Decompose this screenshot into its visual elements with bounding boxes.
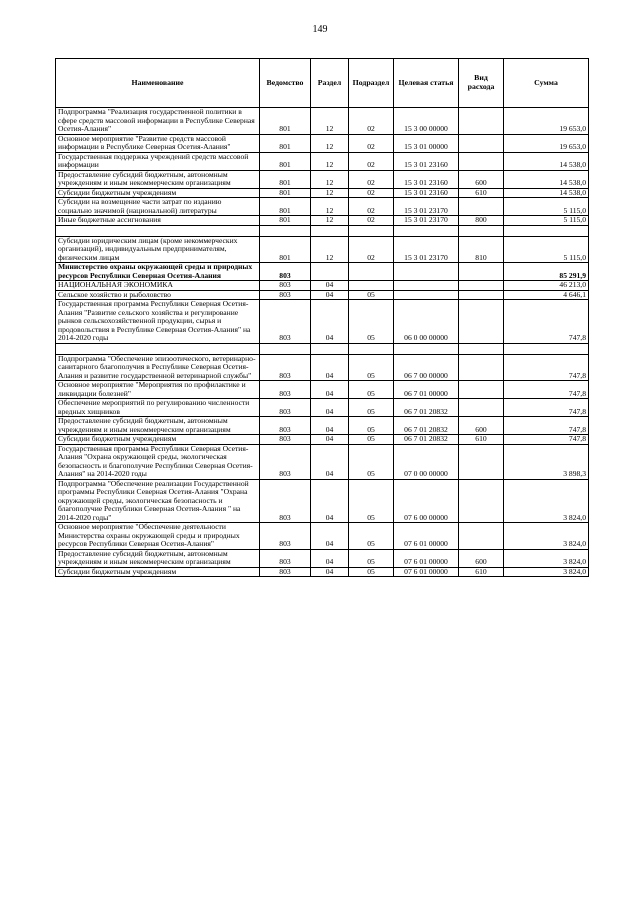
header-article: Целевая статья (394, 59, 459, 108)
cell-type (459, 354, 504, 381)
spacer-cell (394, 343, 459, 354)
cell-article: 06 0 00 00000 (394, 300, 459, 344)
cell-sum: 747,8 (504, 354, 589, 381)
cell-subsection: 02 (349, 236, 394, 263)
table-row (56, 417, 589, 435)
cell-sum: 46 213,0 (504, 281, 589, 291)
cell-article: 15 3 01 23170 (394, 236, 459, 263)
table-row (56, 108, 589, 135)
cell-dept: 801 (260, 170, 311, 188)
cell-name: Подпрограмма "Обеспечение эпизоотического, ветеринарно-санитарного благополучия в Республике Северная Осетия-Алания и развитие государственной ветеринарной службы" (56, 354, 260, 381)
cell-name: Предоставление субсидий бюджетным, автономным учреждениям и иным некоммерческим организациям (56, 170, 260, 188)
cell-type (459, 198, 504, 216)
cell-article: 06 7 01 20832 (394, 417, 459, 435)
cell-dept: 801 (260, 198, 311, 216)
cell-name: Государственная программа Республики Северная Осетия-Алания "Охрана окружающей среды, экологическая безопасность и благополучие Республики Северная Осетия-Алания" на 2014-2020 годы (56, 444, 260, 479)
cell-dept: 803 (260, 444, 311, 479)
table-row (56, 381, 589, 399)
cell-section: 12 (311, 108, 349, 135)
cell-section: 12 (311, 236, 349, 263)
spacer-cell (394, 225, 459, 236)
cell-type (459, 108, 504, 135)
table-row (56, 263, 589, 281)
cell-article: 06 7 01 20832 (394, 435, 459, 445)
spacer-cell (311, 343, 349, 354)
table-row (56, 300, 589, 344)
cell-subsection: 05 (349, 300, 394, 344)
cell-type: 610 (459, 435, 504, 445)
table-row (56, 216, 589, 226)
cell-dept: 803 (260, 300, 311, 344)
cell-name: Иные бюджетные ассигнования (56, 216, 260, 226)
cell-section: 04 (311, 479, 349, 523)
spacer-cell (311, 225, 349, 236)
cell-dept: 803 (260, 281, 311, 291)
cell-subsection: 02 (349, 108, 394, 135)
cell-type (459, 263, 504, 281)
header-dept: Ведомство (260, 59, 311, 108)
cell-dept: 803 (260, 435, 311, 445)
cell-name: Субсидии бюджетным учреждениям (56, 567, 260, 577)
cell-type (459, 444, 504, 479)
cell-name: Подпрограмма "Обеспечение реализации Государственной программы Республики Северная Осетия-Алания "Охрана окружающей среды, экологическая безопасность и благополучие Республики Северная Осетия-Алания " на 2014-2020 годы" (56, 479, 260, 523)
table-body (56, 108, 589, 577)
spacer-cell (349, 225, 394, 236)
header-name: Наименование (56, 59, 260, 108)
table-row (56, 170, 589, 188)
cell-article: 15 3 01 23170 (394, 216, 459, 226)
spacer-cell (349, 343, 394, 354)
cell-sum: 3 824,0 (504, 523, 589, 550)
cell-section: 12 (311, 216, 349, 226)
cell-subsection (349, 281, 394, 291)
cell-name: Сельское хозяйство и рыболовство (56, 290, 260, 300)
cell-type: 600 (459, 170, 504, 188)
cell-section: 04 (311, 381, 349, 399)
cell-subsection: 05 (349, 523, 394, 550)
cell-article (394, 290, 459, 300)
cell-sum: 3 824,0 (504, 479, 589, 523)
cell-name: Министерство охраны окружающей среды и природных ресурсов Республики Северная Осетия-Алания (56, 263, 260, 281)
cell-article: 06 7 01 20832 (394, 399, 459, 417)
cell-section: 04 (311, 290, 349, 300)
cell-section: 12 (311, 134, 349, 152)
header-type: Вид расхода (459, 59, 504, 108)
cell-sum: 19 653,0 (504, 134, 589, 152)
cell-article: 07 6 01 00000 (394, 549, 459, 567)
header-row (56, 59, 589, 108)
cell-dept: 803 (260, 567, 311, 577)
cell-sum: 3 824,0 (504, 549, 589, 567)
cell-dept: 803 (260, 354, 311, 381)
cell-sum: 747,8 (504, 399, 589, 417)
spacer-cell (504, 343, 589, 354)
cell-section: 04 (311, 444, 349, 479)
cell-subsection: 02 (349, 152, 394, 170)
cell-name: Основное мероприятие "Мероприятия по профилактике и ликвидации болезней" (56, 381, 260, 399)
cell-name: Обеспечение мероприятий по регулированию численности вредных хищников (56, 399, 260, 417)
cell-dept: 803 (260, 263, 311, 281)
cell-section: 04 (311, 567, 349, 577)
cell-sum: 5 115,0 (504, 216, 589, 226)
cell-sum: 747,8 (504, 381, 589, 399)
cell-dept: 801 (260, 134, 311, 152)
table-row (56, 134, 589, 152)
cell-dept: 803 (260, 381, 311, 399)
cell-subsection: 02 (349, 134, 394, 152)
cell-type: 600 (459, 549, 504, 567)
cell-type: 610 (459, 567, 504, 577)
cell-subsection: 05 (349, 381, 394, 399)
cell-section: 04 (311, 417, 349, 435)
cell-section: 04 (311, 354, 349, 381)
cell-dept: 803 (260, 549, 311, 567)
cell-subsection: 05 (349, 549, 394, 567)
cell-name: Государственная поддержка учреждений средств массовой информации (56, 152, 260, 170)
spacer-row (56, 343, 589, 354)
table-row (56, 290, 589, 300)
table-row (56, 567, 589, 577)
cell-sum: 4 646,1 (504, 290, 589, 300)
cell-sum: 5 115,0 (504, 198, 589, 216)
cell-section: 04 (311, 435, 349, 445)
table-row (56, 435, 589, 445)
cell-subsection: 05 (349, 417, 394, 435)
cell-sum: 14 538,0 (504, 188, 589, 198)
spacer-cell (56, 343, 260, 354)
spacer-cell (504, 225, 589, 236)
cell-article: 07 0 00 00000 (394, 444, 459, 479)
cell-section (311, 263, 349, 281)
cell-sum: 5 115,0 (504, 236, 589, 263)
cell-article: 06 7 01 00000 (394, 381, 459, 399)
cell-article: 07 6 00 00000 (394, 479, 459, 523)
cell-sum: 3 824,0 (504, 567, 589, 577)
cell-type (459, 134, 504, 152)
cell-name: Подпрограмма "Реализация государственной политики в сфере средств массовой информации в Республике Северная Осетия-Алания" (56, 108, 260, 135)
header-section: Раздел (311, 59, 349, 108)
cell-section: 12 (311, 188, 349, 198)
spacer-cell (459, 343, 504, 354)
cell-name: Субсидии юридическим лицам (кроме некоммерческих организаций), индивидуальным предпринимателям, физическим лицам (56, 236, 260, 263)
cell-sum: 747,8 (504, 300, 589, 344)
cell-dept: 803 (260, 290, 311, 300)
cell-type: 800 (459, 216, 504, 226)
cell-section: 12 (311, 170, 349, 188)
cell-name: НАЦИОНАЛЬНАЯ ЭКОНОМИКА (56, 281, 260, 291)
cell-subsection: 05 (349, 290, 394, 300)
cell-type (459, 290, 504, 300)
header-subsection: Подраздел (349, 59, 394, 108)
cell-name: Субсидии бюджетным учреждениям (56, 188, 260, 198)
cell-subsection: 05 (349, 435, 394, 445)
cell-subsection: 05 (349, 444, 394, 479)
cell-section: 04 (311, 281, 349, 291)
cell-subsection (349, 263, 394, 281)
spacer-cell (56, 225, 260, 236)
cell-name: Предоставление субсидий бюджетным, автономным учреждениям и иным некоммерческим организациям (56, 417, 260, 435)
cell-sum: 19 653,0 (504, 108, 589, 135)
cell-type: 610 (459, 188, 504, 198)
cell-subsection: 05 (349, 354, 394, 381)
cell-name: Субсидии бюджетным учреждениям (56, 435, 260, 445)
cell-article: 15 3 01 23170 (394, 198, 459, 216)
cell-subsection: 05 (349, 567, 394, 577)
page-number: 149 (312, 24, 328, 35)
cell-article: 15 3 01 23160 (394, 170, 459, 188)
cell-article (394, 281, 459, 291)
table-row (56, 523, 589, 550)
table-row (56, 549, 589, 567)
cell-article: 07 6 01 00000 (394, 523, 459, 550)
cell-type (459, 399, 504, 417)
cell-sum: 747,8 (504, 417, 589, 435)
cell-type (459, 479, 504, 523)
cell-sum: 14 538,0 (504, 152, 589, 170)
cell-article (394, 263, 459, 281)
table-row (56, 354, 589, 381)
cell-article: 15 3 01 00000 (394, 134, 459, 152)
cell-type: 810 (459, 236, 504, 263)
cell-name: Субсидии на возмещение части затрат по изданию социально значимой (национальной) литературы (56, 198, 260, 216)
table-row (56, 198, 589, 216)
cell-sum: 14 538,0 (504, 170, 589, 188)
table-header (56, 59, 589, 108)
header-sum: Сумма (504, 59, 589, 108)
cell-article: 07 6 01 00000 (394, 567, 459, 577)
cell-dept: 803 (260, 479, 311, 523)
cell-dept: 801 (260, 236, 311, 263)
cell-subsection: 02 (349, 188, 394, 198)
cell-section: 04 (311, 549, 349, 567)
cell-name: Основное мероприятие "Развитие средств массовой информации в Республике Северная Осетия-Алания" (56, 134, 260, 152)
cell-subsection: 02 (349, 198, 394, 216)
cell-dept: 803 (260, 417, 311, 435)
table-row (56, 281, 589, 291)
spacer-row (56, 225, 589, 236)
cell-article: 15 3 01 23160 (394, 152, 459, 170)
cell-subsection: 02 (349, 216, 394, 226)
cell-type: 600 (459, 417, 504, 435)
table-row (56, 444, 589, 479)
cell-subsection: 05 (349, 479, 394, 523)
cell-subsection: 05 (349, 399, 394, 417)
spacer-cell (260, 343, 311, 354)
cell-section: 04 (311, 523, 349, 550)
cell-name: Государственная программа Республики Северная Осетия-Алания "Развитие сельского хозяйства и регулирование рынков сельскохозяйственной продукции, сырья и продовольствия в Республике Северная Осетия-Алания" на 2014-2020 годы (56, 300, 260, 344)
cell-type (459, 523, 504, 550)
budget-table (55, 58, 589, 577)
table-row (56, 152, 589, 170)
cell-name: Предоставление субсидий бюджетным, автономным учреждениям и иным некоммерческим организациям (56, 549, 260, 567)
cell-article: 06 7 00 00000 (394, 354, 459, 381)
cell-article: 15 3 01 23160 (394, 188, 459, 198)
cell-section: 12 (311, 152, 349, 170)
cell-sum: 3 898,3 (504, 444, 589, 479)
cell-dept: 801 (260, 152, 311, 170)
cell-sum: 747,8 (504, 435, 589, 445)
spacer-cell (459, 225, 504, 236)
cell-section: 04 (311, 300, 349, 344)
cell-sum: 85 291,9 (504, 263, 589, 281)
cell-section: 04 (311, 399, 349, 417)
cell-type (459, 300, 504, 344)
cell-subsection: 02 (349, 170, 394, 188)
cell-type (459, 152, 504, 170)
spacer-cell (260, 225, 311, 236)
table-row (56, 188, 589, 198)
table-row (56, 479, 589, 523)
cell-type (459, 381, 504, 399)
table-row (56, 399, 589, 417)
cell-section: 12 (311, 198, 349, 216)
cell-type (459, 281, 504, 291)
cell-dept: 801 (260, 108, 311, 135)
cell-name: Основное мероприятие "Обеспечение деятельности Министерства охраны окружающей среды и природных ресурсов Республики Северная Осетия-Алания" (56, 523, 260, 550)
cell-dept: 801 (260, 188, 311, 198)
cell-dept: 801 (260, 216, 311, 226)
cell-article: 15 3 00 00000 (394, 108, 459, 135)
cell-dept: 803 (260, 523, 311, 550)
table-row (56, 236, 589, 263)
cell-dept: 803 (260, 399, 311, 417)
